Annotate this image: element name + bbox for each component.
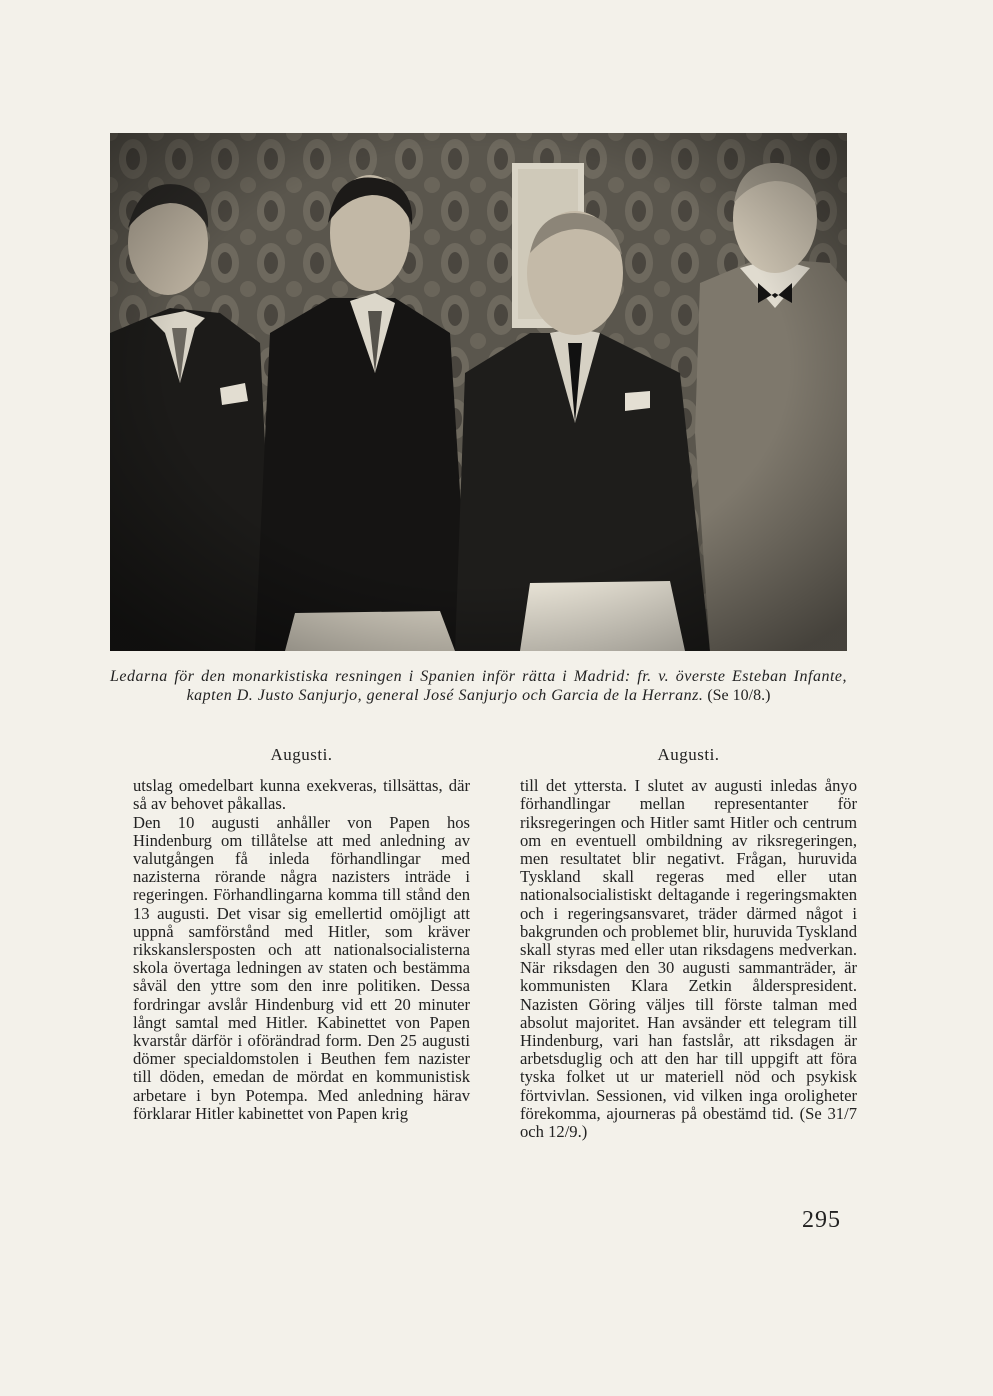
page-number: 295 <box>802 1207 841 1233</box>
photo-caption <box>110 667 847 705</box>
right-column-heading: Augusti. <box>657 745 720 764</box>
left-paragraph-1: utslag omedelbart kunna exekveras, tillsättas, där så av behovet påkallas. <box>133 776 470 814</box>
caption-reference: (Se 10/8.) <box>707 687 771 704</box>
historical-photograph <box>110 133 847 651</box>
right-column <box>520 746 857 1141</box>
photograph-illustration <box>110 133 847 651</box>
caption-text: Ledarna för den monarkistiska resningen i Spanien inför rätta i Madrid: fr. v. överste Esteban Infante, kapten D. Justo Sanjurjo, general José Sanjurjo och Garcia de la Herranz. <box>110 668 847 704</box>
left-paragraph-2: Den 10 augusti anhåller von Papen hos Hindenburg om tillåtelse att med anledning av valutgången få inleda förhandlingar med nazisterna rörande några nazisters inträde i regeringen. Förhandlingarna komma till stånd den 13 augusti. Det visar sig emellertid omöjligt att uppnå samförstånd med Hitler, som kräver rikskanslersposten och att nationalsocialisterna skola övertaga ledningen av staten och bestämma såväl den yttre som den inre politiken. Dessa fordringar avslår Hindenburg vid ett 20 minuter långt samtal med Hitler. Kabinettet von Papen kvarstår därför i oförändrad form. Den 25 augusti dömer specialdomstolen i Beuthen fem nazister till döden, emedan de mördat en kommunistisk arbetare i byn Potempa. Med anledning härav förklarar Hitler kabinettet von Papen krig <box>133 812 470 1123</box>
left-column <box>133 746 470 1123</box>
left-column-heading: Augusti. <box>270 745 333 764</box>
right-paragraph-1: till det yttersta. I slutet av augusti inledas ånyo förhandlingar mellan representanter för riksregeringen och Hitler samt Hitler och centrum om en eventuell ombildning av riksregeringen, men resultatet blir negativt. Frågan, huruvida Tyskland skall regeras med eller utan nationalsocialistiskt deltagande i regeringsmakten och i regeringsansvaret, träder därmed något i bakgrunden och problemet blir, huruvida Tyskland skall styras med eller utan riksdagens medverkan. När riksdagen den 30 augusti sammanträder, är kommunisten Klara Zetkin ålderspresident. Nazisten Göring väljes till förste talman med absolut majoritet. Han avsänder ett telegram till Hindenburg, vari han fastslår, att riksdagen är arbetsduglig och att den har till uppgift att föra tyska folket ut ur materiell nöd och psykisk förtvivlan. Sessionen, vid vilken inga oroligheter förekomma, ajourneras på obestämd tid. (Se 31/7 och 12/9.) <box>520 776 857 1142</box>
